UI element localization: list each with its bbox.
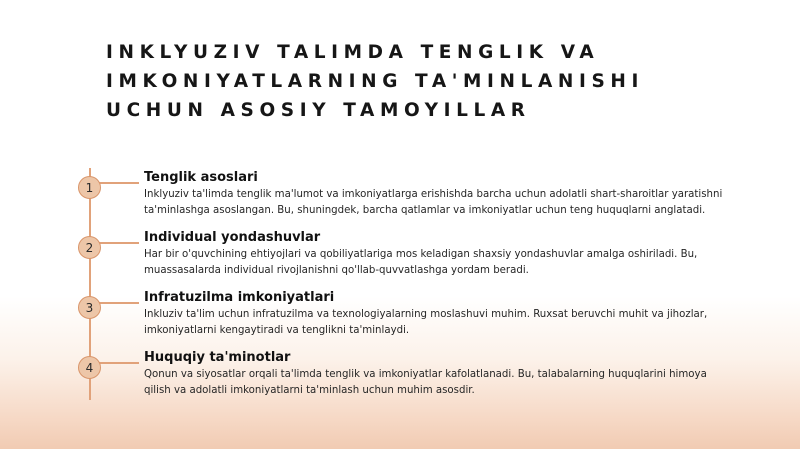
step-title: Individual yondashuvlar — [144, 230, 321, 245]
step-description: Inkluziv ta'lim uchun infratuzilma va texnologiyalarning moslashuvi muhim. Ruxsat beruvchi muhit va jihozlar, imkoniyatlarni kengaytiradi va tenglikni ta'minlaydi. — [144, 309, 708, 336]
step-number-marker: 1 — [78, 176, 101, 199]
step-title: Huquqiy ta'minotlar — [144, 350, 291, 365]
step-title: Tenglik asoslari — [144, 170, 258, 185]
slide-title: INKLYUZIV TALIMDA TENGLIK VA IMKONIYATLARNING TA'MINLANISHI UCHUN ASOSIY TAMOYILLAR — [106, 42, 644, 121]
step-number-marker: 2 — [78, 236, 101, 259]
step-title: Infratuzilma imkoniyatlari — [144, 290, 335, 305]
step-number-marker: 4 — [78, 356, 101, 379]
step-number-marker: 3 — [78, 296, 101, 319]
step-description: Inklyuziv ta'limda tenglik ma'lumot va imkoniyatlarga erishishda barcha uchun adolatli shart-sharoitlar yaratishni ta'minlashga asoslangan. Bu, shuningdek, barcha qatlamlar va imkoniyatlar uchun teng huquqlarni anglatadi. — [144, 189, 723, 216]
step-description: Har bir o'quvchining ehtiyojlari va qobiliyatlariga mos keladigan shaxsiy yondashuvlar amalga oshiriladi. Bu, muassasalarda individual rivojlanishni qo'llab-quvvatlashga yordam beradi. — [144, 249, 698, 276]
step-description: Qonun va siyosatlar orqali ta'limda tenglik va imkoniyatlar kafolatlanadi. Bu, talabalarning huquqlarini himoya qilish va adolatli imkoniyatlarni ta'minlash uchun muhim asosdir. — [144, 369, 707, 396]
